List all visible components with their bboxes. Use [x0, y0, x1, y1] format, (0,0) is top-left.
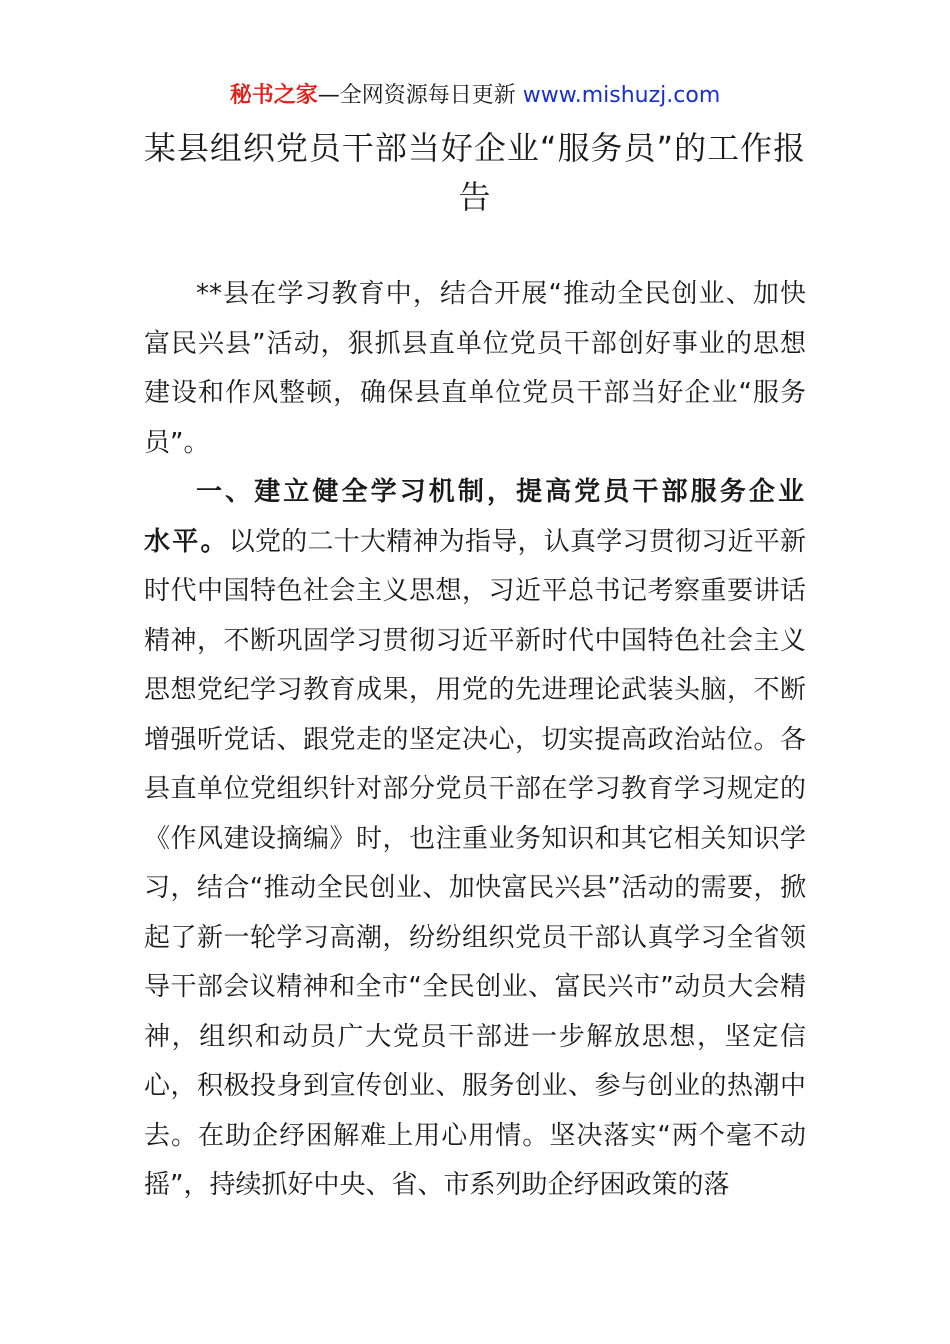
section-one-text: 以党的二十大精神为指导，认真学习贯彻习近平新时代中国特色社会主义思想，习近平总书记考察重要讲话精神，不断巩固学习贯彻习近平新时代中国特色社会主义思想党纪学习教育成果，用党的先进理论武装头脑，不断增强听党话、跟党走的坚定决心，切实提高政治站位。各县直单位党组织针对部分党员干部在学习教育学习规定的《作风建设摘编》时，也注重业务知识和其它相关知识学习，结合“推动全民创业、加快富民兴县”活动的需要，掀起了新一轮学习高潮，纷纷组织党员干部认真学习全省领导干部会议精神和全市“全民创业、富民兴市”动员大会精神，组织和动员广大党员干部进一步解放思想，坚定信心，积极投身到宣传创业、服务创业、参与创业的热潮中去。在助企纾困解难上用心用情。坚决落实“两个毫不动摇”，持续抓好中央、省、市系列助企纾困政策的落 — [144, 526, 806, 1200]
document-title: 某县组织党员干部当好企业“服务员”的工作报告 — [143, 129, 807, 216]
site-url-link[interactable]: www.mishuzj.com — [522, 83, 721, 108]
site-header — [0, 78, 950, 114]
site-brand: 秘书之家 — [229, 83, 318, 108]
paragraph-section-one — [144, 468, 806, 1211]
site-slogan: —全网资源每日更新 — [317, 83, 523, 108]
section-one-heading: 一、建立健全学习机制，提高党员干部服务企业水平。 — [144, 477, 806, 557]
paragraph-intro-text: **县在学习教育中，结合开展“推动全民创业、加快富民兴县”活动，狠抓县直单位党员干部创好事业的思想建设和作风整顿，确保县直单位党员干部当好企业“服务员”。 — [144, 279, 806, 458]
paragraph-intro — [144, 270, 806, 468]
document-body — [144, 270, 806, 1211]
